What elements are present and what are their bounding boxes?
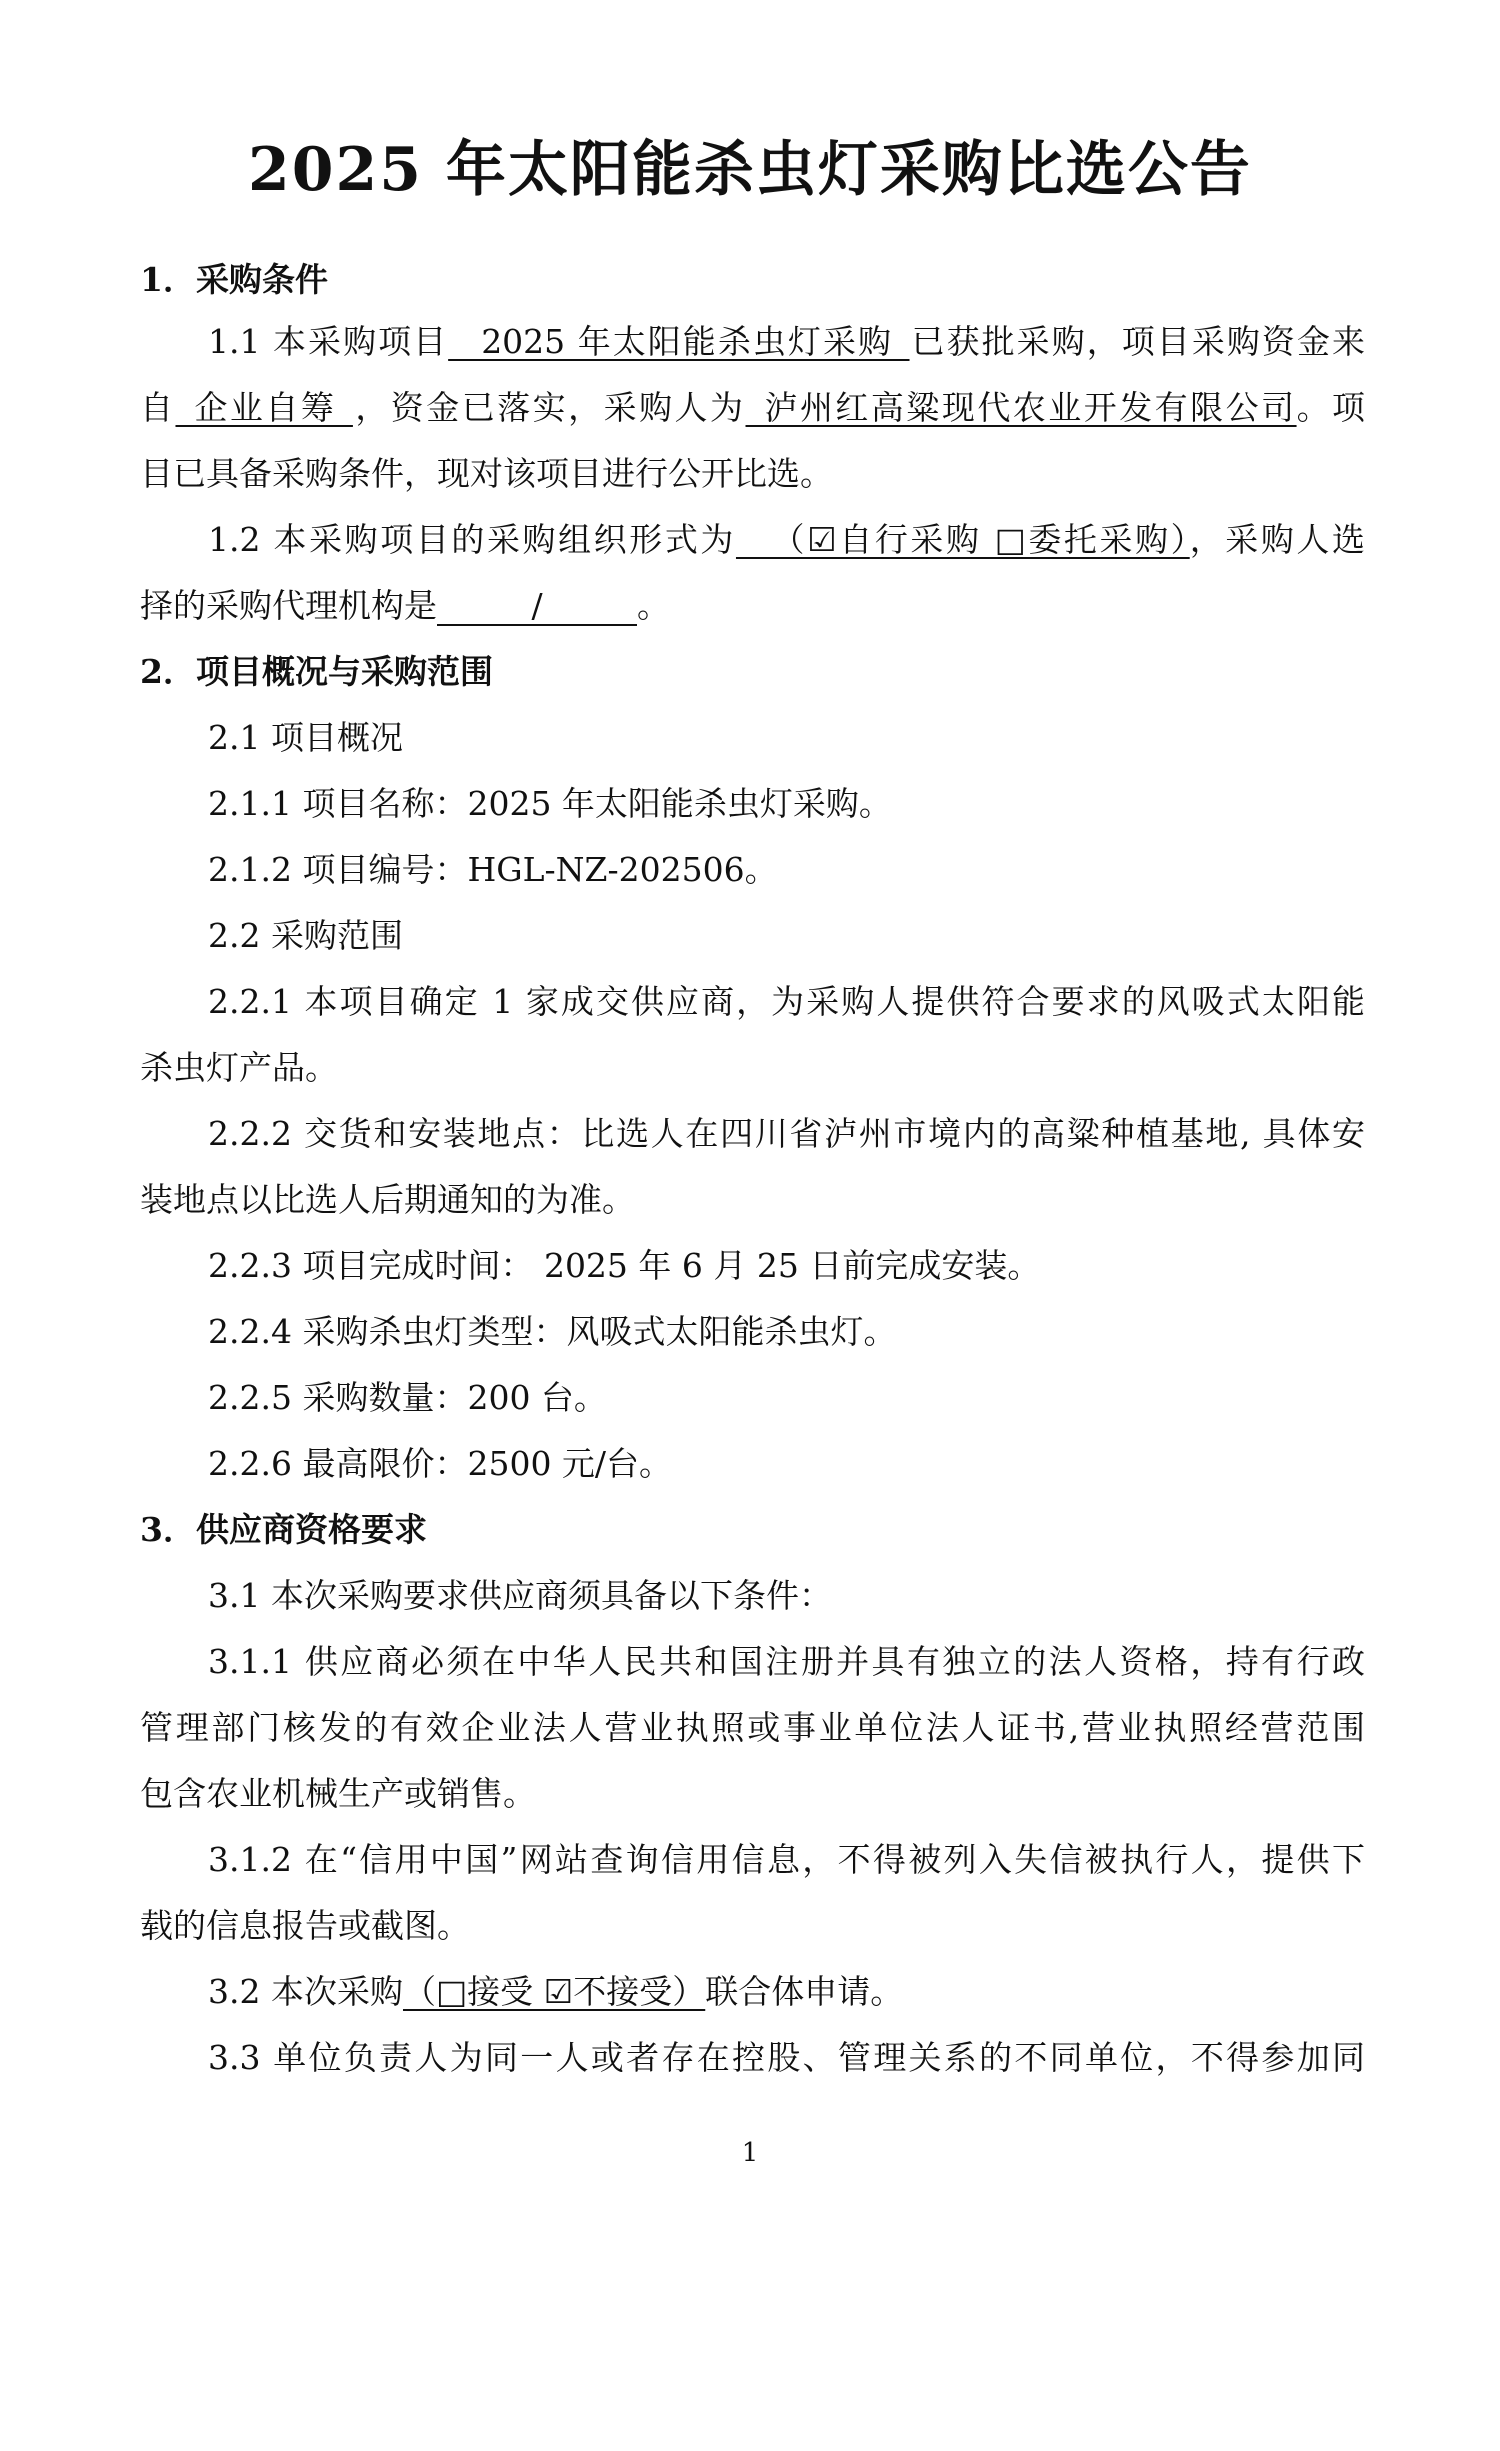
para-3-1-1-line-1: 3.1.1 供应商必须在中华人民共和国注册并具有独立的法人资格，持有行政	[208, 1642, 1365, 1681]
para-text: 已获批采购，项目采购资金来	[909, 322, 1365, 361]
para-2-2-4: 2.2.4 采购杀虫灯类型：风吸式太阳能杀虫灯。	[208, 1312, 897, 1351]
para-text: ，资金已落实，采购人为	[352, 388, 746, 427]
para-2-2-5: 2.2.5 采购数量：200 台。	[208, 1378, 607, 1417]
para-3-1-1-line-2: 管理部门核发的有效企业法人营业执照或事业单位法人证书,营业执照经营范围	[140, 1708, 1365, 1747]
para-2-2-2-line-2: 装地点以比选人后期通知的为准。	[140, 1180, 635, 1219]
para-2-2-1-line-1: 2.2.1 本项目确定 1 家成交供应商，为采购人提供符合要求的风吸式太阳能	[208, 982, 1365, 1021]
consortium-option-underlined: （□接受 ☑不接受）	[402, 1972, 706, 2011]
para-2-2-2-line-1: 2.2.2 交货和安装地点：比选人在四川省泸州市境内的高粱种植基地, 具体安	[208, 1114, 1365, 1153]
para-1-2-line-2	[140, 586, 1365, 626]
para-2-2-6: 2.2.6 最高限价：2500 元/台。	[208, 1444, 673, 1483]
para-text: 联合体申请。	[705, 1972, 904, 2011]
para-1-2-line-1	[208, 520, 1365, 560]
para-2-1-1: 2.1.1 项目名称：2025 年太阳能杀虫灯采购。	[208, 784, 892, 823]
section-1-heading: 1．采购条件	[140, 260, 328, 299]
para-1-1-line-3: 目已具备采购条件，现对该项目进行公开比选。	[140, 454, 833, 493]
para-text: 1.2 本采购项目的采购组织形式为	[208, 520, 736, 559]
para-1-1-line-2	[140, 388, 1365, 428]
para-1-1-line-1	[208, 322, 1365, 362]
para-3-2	[208, 1972, 1365, 2012]
para-3-1-2-line-2: 载的信息报告或截图。	[140, 1906, 470, 1945]
para-2-2: 2.2 采购范围	[208, 916, 403, 955]
para-2-2-1-line-2: 杀虫灯产品。	[140, 1048, 338, 1087]
para-2-1-2: 2.1.2 项目编号：HGL-NZ-202506。	[208, 850, 778, 889]
para-3-1-2-line-1: 3.1.2 在“信用中国”网站查询信用信息，不得被列入失信被执行人，提供下	[208, 1840, 1365, 1879]
para-text: 1.1 本采购项目	[208, 322, 449, 361]
para-text: 择的采购代理机构是	[140, 586, 437, 625]
page-number: 1	[741, 2138, 759, 2168]
para-2-1: 2.1 项目概况	[208, 718, 403, 757]
section-3-heading: 3．供应商资格要求	[140, 1510, 427, 1549]
para-3-3-line-1: 3.3 单位负责人为同一人或者存在控股、管理关系的不同单位，不得参加同	[208, 2038, 1365, 2077]
para-3-1-1-line-3: 包含农业机械生产或销售。	[140, 1774, 536, 1813]
para-text: 。项	[1296, 388, 1366, 427]
project-name-underlined: __2025 年太阳能杀虫灯采购_	[448, 322, 910, 361]
purchaser-underlined: _泸州红高粱现代农业开发有限公司	[745, 388, 1297, 427]
para-2-2-3: 2.2.3 项目完成时间： 2025 年 6 月 25 日前完成安装。	[208, 1246, 1041, 1285]
agency-blank: /	[437, 588, 637, 626]
para-text: ，采购人选	[1189, 520, 1365, 559]
section-2-heading: 2．项目概况与采购范围	[140, 652, 493, 691]
page-title: 2025 年太阳能杀虫灯采购比选公告	[248, 135, 1252, 205]
para-text: 3.2 本次采购	[208, 1972, 403, 2011]
para-3-1: 3.1 本次采购要求供应商须具备以下条件：	[208, 1576, 832, 1615]
funding-source-underlined: _企业自筹_	[175, 388, 353, 427]
procurement-form-underlined: __（☑自行采购 □委托采购）	[735, 520, 1190, 559]
para-text: 。	[637, 586, 670, 625]
para-text: 自	[140, 388, 176, 427]
